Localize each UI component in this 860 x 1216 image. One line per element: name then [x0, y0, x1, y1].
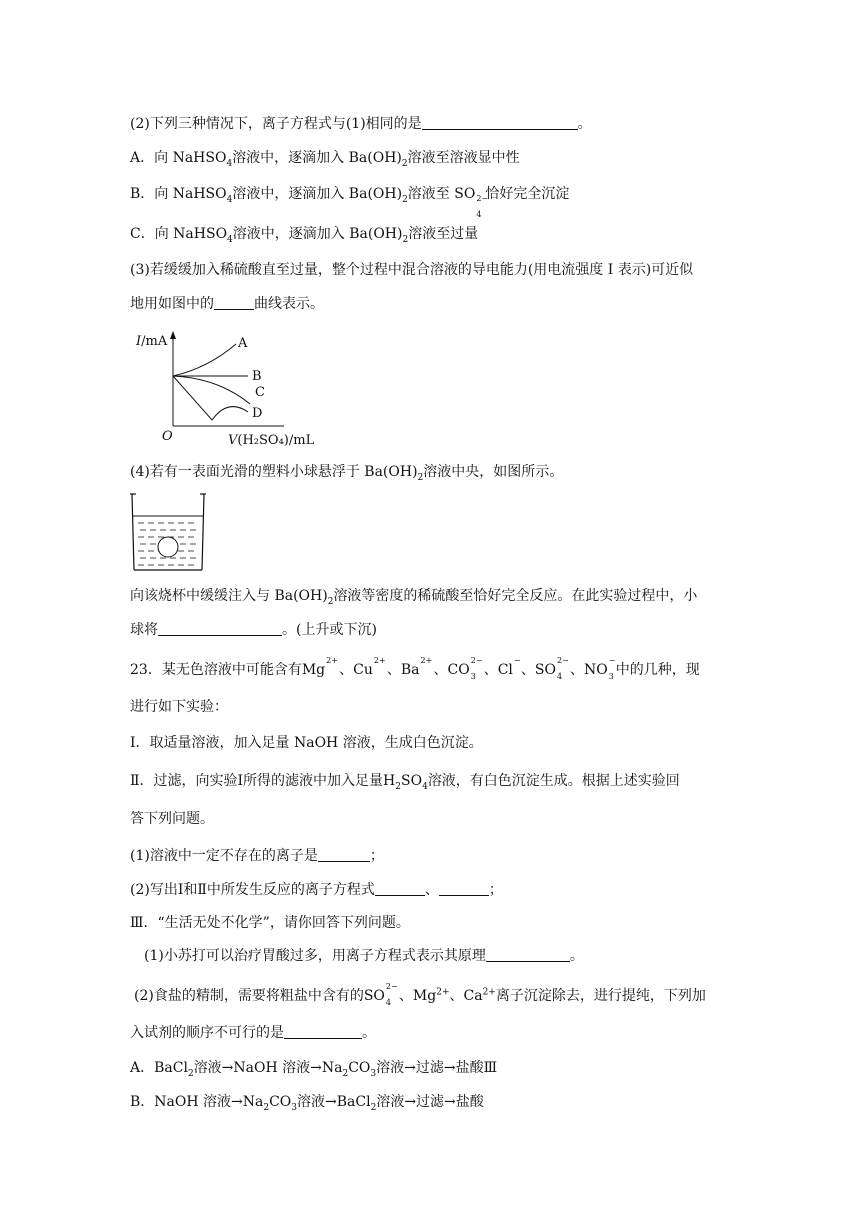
q22-part3-line1: (3)若缓缓加入稀硫酸直至过量，整个过程中混合溶液的导电能力(用电流强度 I 表示)可近似	[130, 262, 694, 278]
beaker-right-wall	[202, 494, 204, 570]
q22-part3-line2: 地用如图中的 曲线表示。	[130, 296, 324, 312]
q22-option-a: A．向 NaHSO$_4$溶液中，逐滴加入 $Ba(OH)_2$溶液至溶液显中性	[130, 150, 520, 169]
q23-exp2-line2: 答下列问题。	[130, 811, 214, 827]
q22-option-c: C．向 NaHSO$_4$溶液中，逐滴加入 $Ba(OH)_2$溶液至过量	[130, 226, 479, 245]
y-axis-label: I/mA	[136, 334, 168, 349]
answer-blank[interactable]	[375, 881, 425, 896]
curve-label-a: A	[238, 336, 248, 351]
y-axis-arrow	[170, 331, 176, 339]
curve-c	[173, 376, 250, 404]
origin-label: O	[162, 429, 173, 444]
q22-part4-line1: (4)若有一表面光滑的塑料小球悬浮于 $Ba(OH)_2$溶液中央，如图所示。	[130, 464, 564, 483]
q23-part3-q2: (2)食盐的精制，需要将粗盐中含有的SO 2− 4 、$Mg^{2+}$、$Ca^{2+}$离子沉淀除去，进行提纯，下列加	[134, 982, 706, 1007]
q23-option-a: A．BaCl$_2$溶液→NaOH 溶液$\to Na_2CO_3$溶液→过滤→盐酸Ⅲ	[130, 1060, 498, 1079]
q22-option-b: B．向 NaHSO$_4$溶液中，逐滴加入 $Ba(OH)_2$溶液至 SO 2− 4 恰好完全沉淀	[130, 186, 570, 219]
answer-blank[interactable]	[439, 881, 489, 896]
q23-q2: (2)写出Ⅰ和Ⅱ中所发生反应的离子方程式 、 ；	[130, 882, 503, 898]
q23-part3-q1: (1)小苏打可以治疗胃酸过多，用离子方程式表示其原理 。	[144, 948, 584, 964]
answer-blank[interactable]	[214, 295, 254, 310]
answer-blank[interactable]	[422, 115, 578, 130]
x-axis-label: V(H₂SO₄)/mL	[228, 433, 315, 448]
q23-option-b: B．NaOH 溶液$\to Na_2CO_3$溶液→BaCl$_2$溶液→过滤→盐酸	[130, 1094, 484, 1113]
answer-blank[interactable]	[158, 621, 282, 636]
q22-part2-stem: (2)下列三种情况下，离子方程式与(1)相同的是 。	[130, 116, 592, 132]
beaker-figure	[130, 492, 208, 574]
q23-exp1: Ⅰ．取适量溶液，加入足量 NaOH 溶液，生成白色沉淀。	[130, 735, 483, 751]
q23-stem: 23．某无色溶液中可能含有Mg 2+ 、Cu 2+ 、Ba 2+ 、CO 2− 3 、Cl − 、SO 2− 4 、NO − 3 中的几种，现	[130, 656, 700, 681]
curve-label-b: B	[252, 369, 262, 384]
q23-part3-title: Ⅲ．“生活无处不化学”，请你回答下列问题。	[130, 915, 410, 931]
q23-stem-line2: 进行如下实验：	[130, 699, 228, 715]
answer-blank[interactable]	[318, 847, 370, 862]
conductivity-graph	[132, 326, 322, 450]
q23-q1: (1)溶液中一定不存在的离子是 ；	[130, 848, 384, 864]
q22-part4-line3: 球将 。(上升或下沉)	[130, 622, 377, 638]
q23-exp2: Ⅱ．过滤，向实验Ⅰ所得的滤液中加入足量$H_2SO_4$溶液，有白色沉淀生成。根据上述实验回	[130, 773, 680, 792]
q23-part3-q2-line2: 入试剂的顺序不可行的是 。	[130, 1025, 376, 1041]
q22-part4-line2: 向该烧杯中缓缓注入与 $Ba(OH)_2$溶液等密度的稀硫酸至恰好完全反应。在此实验过程中，小	[130, 588, 698, 607]
plastic-ball	[158, 537, 178, 557]
answer-blank[interactable]	[284, 1024, 362, 1039]
beaker-left-wall	[132, 494, 134, 570]
answer-blank[interactable]	[486, 947, 570, 962]
curve-label-c: C	[255, 385, 265, 400]
curve-a	[173, 344, 236, 376]
curve-label-d: D	[252, 406, 263, 421]
